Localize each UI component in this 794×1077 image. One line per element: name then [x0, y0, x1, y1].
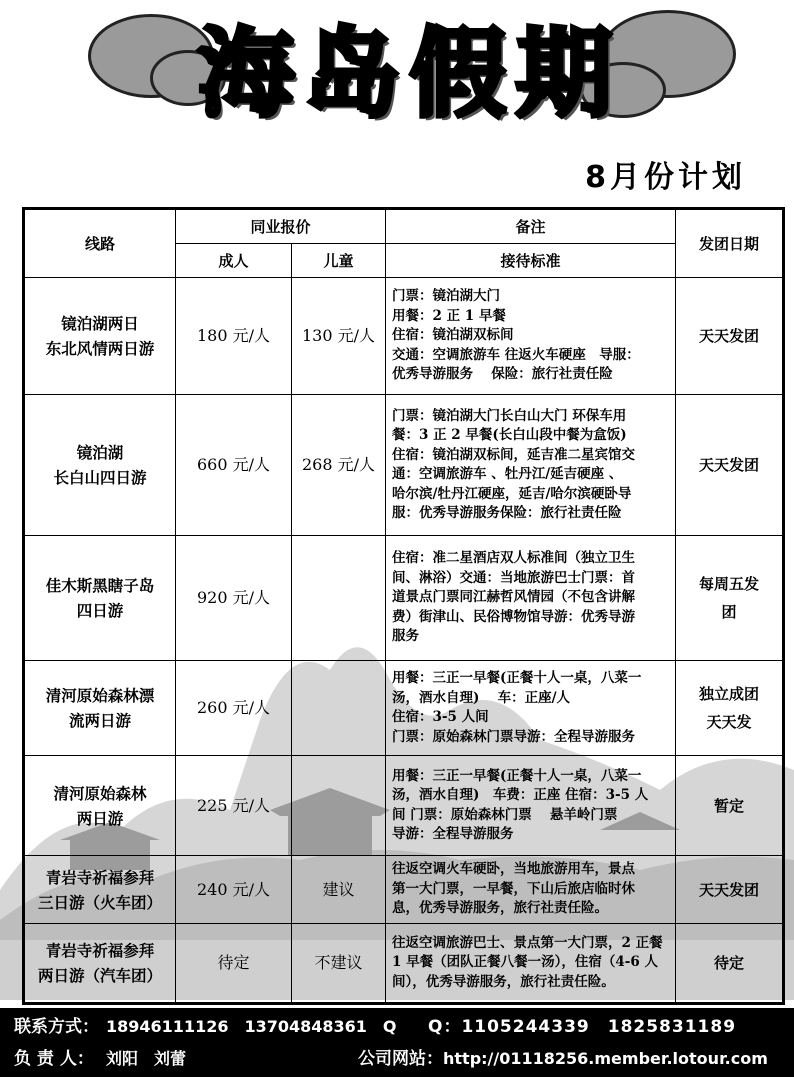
standard-line: 门票：原始森林门票导游：全程导游服务: [392, 728, 636, 745]
contact-row: [14, 1012, 397, 1042]
standard-line: 第一大门票，一早餐，下山后旅店临时休: [392, 880, 636, 897]
standard-line: 餐：3 正 2 早餐(长白山段中餐为盒饭): [392, 427, 627, 443]
date-line: 每周五发: [699, 575, 760, 593]
route-cell: [24, 395, 176, 536]
standard-cell: [386, 924, 676, 1004]
route-cell: [24, 661, 176, 756]
header-adult: 成人: [176, 244, 292, 278]
route-cell: [24, 924, 176, 1004]
date-line: 独立成团: [699, 685, 760, 703]
adult-price-cell: 180 元/人: [176, 278, 292, 395]
standard-cell: [386, 756, 676, 856]
route-name-line: 两日游: [76, 808, 124, 828]
standard-cell: [386, 536, 676, 661]
standard-cell: [386, 856, 676, 924]
date-cell: [676, 856, 784, 924]
date-cell: [676, 756, 784, 856]
standard-line: 交通：空调旅游车 往返火车硬座 导服：: [392, 346, 640, 363]
table-row: [24, 924, 784, 1004]
standard-line: 导游：全程导游服务: [392, 826, 514, 842]
standard-line: 息，优秀导游服务，旅行社责任险。: [392, 900, 609, 917]
contact-phones: 18946111126 13704848361 Q: [106, 1017, 397, 1036]
date-line: 待定: [714, 954, 745, 972]
adult-price-cell: 225 元/人: [176, 756, 292, 856]
route-name-line: 青岩寺祈福参拜: [45, 867, 155, 887]
contact-label: 联系方式：: [14, 1017, 99, 1037]
route-name-line: 清河原始森林漂: [45, 686, 155, 705]
date-cell: [676, 924, 784, 1004]
route-name-line: 东北风情两日游: [45, 339, 155, 358]
standard-line: 往返空调旅游巴士、景点第一大门票，2 正餐: [392, 934, 663, 951]
standard-line: 用餐：2 正 1 早餐: [392, 307, 506, 324]
date-cell: [676, 536, 784, 661]
table-row: [24, 278, 784, 395]
date-cell: [676, 278, 784, 395]
standard-cell: [386, 661, 676, 756]
standard-line: 门票：镜泊湖大门: [392, 288, 501, 305]
date-cell: [676, 395, 784, 536]
page-subtitle: 8月份计划: [585, 160, 746, 195]
page-header: [0, 0, 794, 195]
standard-line: 间、淋浴）交通：当地旅游巴士门票：首: [392, 569, 636, 586]
manager-label: 负 责 人：: [14, 1049, 94, 1069]
table-row: [24, 856, 784, 924]
route-name-line: 四日游: [76, 601, 124, 620]
table-row: [24, 756, 784, 856]
date-cell: [676, 661, 784, 756]
table-row: [24, 395, 784, 536]
header-date: 发团日期: [676, 209, 784, 278]
date-line: 天天发: [706, 713, 752, 731]
date-line: 暂定: [714, 796, 745, 815]
child-price-cell: [292, 756, 386, 856]
route-name-line: 两日游（汽车团）: [37, 966, 162, 985]
route-name-line: 三日游（火车团）: [37, 892, 162, 912]
standard-line: 优秀导游服务 保险：旅行社责任险: [392, 366, 613, 383]
standard-line: 费）街津山、民俗博物馆导游：优秀导游: [392, 608, 636, 625]
standard-line: 服：优秀导游服务保险：旅行社责任险: [392, 505, 622, 521]
child-price-cell: 不建议: [292, 924, 386, 1004]
date-line: 天天发团: [699, 327, 760, 345]
standard-line: 门票：镜泊湖大门长白山大门 环保车用: [392, 407, 627, 424]
adult-price-cell: 260 元/人: [176, 661, 292, 756]
standard-line: 道景点门票同江赫哲风情园（不包含讲解: [392, 589, 636, 606]
standard-line: 住宿：3-5 人间: [392, 709, 489, 725]
date-line: 天天发团: [699, 456, 760, 474]
website-link[interactable]: http://01118256.member.lotour.com: [443, 1049, 768, 1068]
adult-price-cell: 240 元/人: [176, 856, 292, 924]
standard-line: 住宿：镜泊湖双标间: [392, 327, 514, 344]
manager-names: 刘阳 刘蕾: [106, 1049, 187, 1068]
adult-price-cell: 待定: [176, 924, 292, 1004]
adult-price-cell: 920 元/人: [176, 536, 292, 661]
standard-cell: [386, 278, 676, 395]
table-row: [24, 661, 784, 756]
child-price-cell: 建议: [292, 856, 386, 924]
standard-line: 通：空调旅游车 、牡丹江/延吉硬座 、: [392, 466, 623, 482]
route-cell: [24, 278, 176, 395]
standard-line: 用餐：三正一早餐(正餐十人一桌，八菜一: [392, 670, 642, 686]
child-price-cell: [292, 661, 386, 756]
standard-line: 用餐：三正一早餐(正餐十人一桌，八菜一: [392, 767, 642, 784]
contact-footer: [0, 1008, 794, 1077]
route-name-line: 镜泊湖: [76, 443, 124, 462]
header-standard: 接待标准: [386, 244, 676, 278]
standard-cell: [386, 395, 676, 536]
website-label: 公司网站：: [358, 1049, 443, 1069]
date-line: 团: [721, 603, 737, 621]
route-name-line: 青岩寺祈福参拜: [45, 941, 155, 960]
route-name-line: 佳木斯黑瞎子岛: [45, 576, 155, 595]
table-header-row: [24, 209, 784, 244]
standard-line: 1 早餐（团队正餐八餐一汤），住宿（4-6 人: [392, 954, 658, 971]
page-title: 海岛假期: [198, 17, 622, 130]
standard-line: 间），优秀导游服务，旅行社责任险。: [392, 973, 615, 990]
route-name-line: 清河原始森林: [53, 783, 147, 803]
header-child: 儿童: [292, 244, 386, 278]
standard-line: 住宿：准二星酒店双人标准间（独立卫生: [392, 550, 636, 567]
table-row: [24, 536, 784, 661]
qq-numbers: Q：1105244339 1825831189: [428, 1017, 737, 1037]
route-cell: [24, 536, 176, 661]
route-cell: [24, 756, 176, 856]
standard-line: 往返空调火车硬卧，当地旅游用车，景点: [392, 861, 636, 878]
standard-line: 汤，酒水自理) 车费：正座 住宿：3-5 人: [392, 787, 649, 803]
child-price-cell: [292, 536, 386, 661]
header-route: 线路: [24, 209, 176, 278]
route-name-line: 镜泊湖两日: [61, 314, 139, 333]
standard-line: 哈尔滨/牡丹江硬座，延吉/哈尔滨硬卧导: [392, 485, 632, 502]
standard-line: 住宿：镜泊湖双标间，延吉准二星宾馆交: [392, 446, 636, 463]
standard-line: 间 门票：原始森林门票 悬羊岭门票: [392, 806, 618, 823]
header-remark: 备注: [386, 209, 676, 244]
route-name-line: 长白山四日游: [53, 468, 147, 487]
route-name-line: 流两日游: [68, 711, 131, 730]
website-row: [358, 1044, 768, 1074]
route-cell: [24, 856, 176, 924]
manager-row: [14, 1044, 186, 1074]
tour-plan-table: [22, 207, 785, 1005]
date-line: 天天发团: [699, 880, 760, 899]
standard-line: 服务: [392, 628, 420, 645]
adult-price-cell: 660 元/人: [176, 395, 292, 536]
standard-line: 汤，酒水自理) 车：正座/人: [392, 689, 571, 706]
child-price-cell: 130 元/人: [292, 278, 386, 395]
child-price-cell: 268 元/人: [292, 395, 386, 536]
header-price: 同业报价: [176, 209, 386, 244]
